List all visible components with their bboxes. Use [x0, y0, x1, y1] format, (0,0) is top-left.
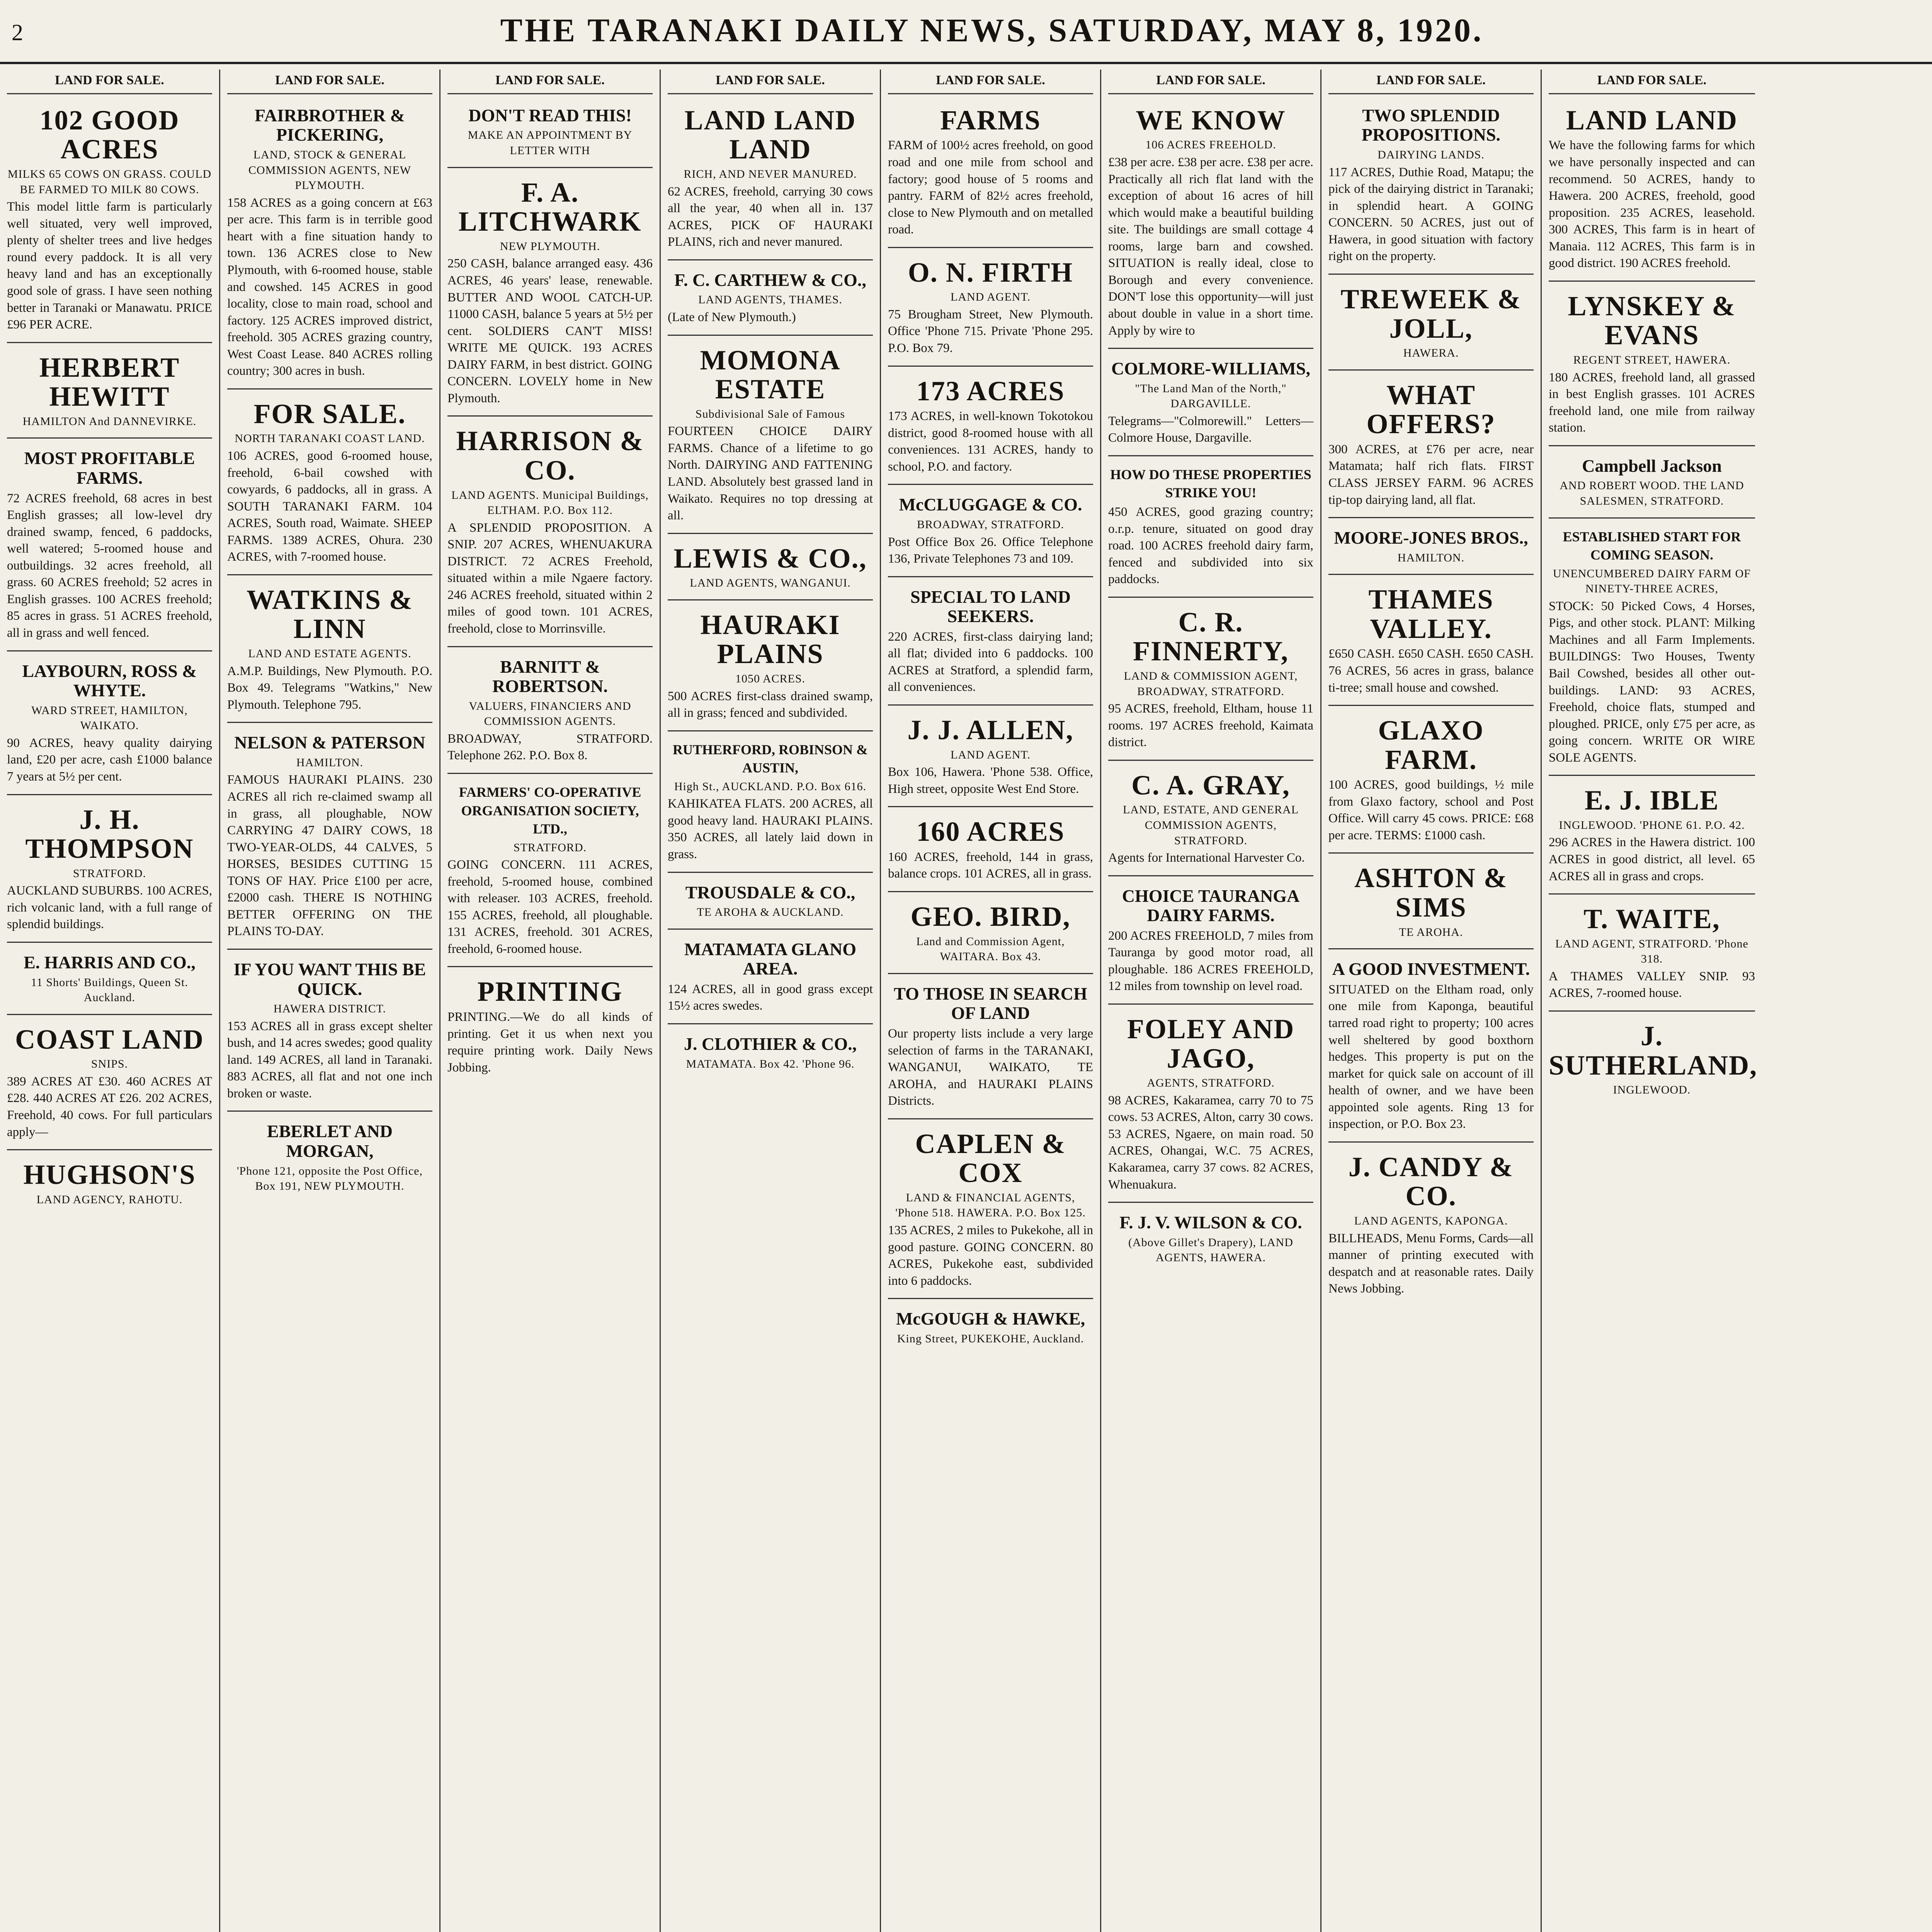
advertisement: [1328, 710, 1534, 854]
masthead: [0, 0, 1932, 64]
ad-subheading: HAMILTON And DANNEVIRKE.: [22, 415, 197, 428]
advertisement: [668, 934, 873, 1024]
advertisement: [888, 1123, 1093, 1299]
ad-body-text: BILLHEADS, Menu Forms, Cards—all manner of printing executed with despatch and at reasonable rates. Daily News Jobbing.: [1328, 1231, 1534, 1296]
advertisement: [447, 651, 653, 774]
ad-heading: C. A. GRAY,: [1131, 769, 1290, 801]
advertisement: [7, 100, 212, 343]
ad-heading: FOLEY AND JAGO,: [1127, 1014, 1295, 1074]
ad-subheading: INGLEWOOD. 'PHONE 61. P.O. 42.: [1559, 818, 1745, 832]
advertisement: [888, 100, 1093, 248]
advertisement: [1549, 898, 1755, 1012]
column-heading: LAND FOR SALE.: [7, 70, 212, 94]
ad-heading: LAYBOURN, ROSS & WHYTE.: [22, 661, 197, 701]
column-3: [440, 70, 661, 1932]
ad-body-text: 389 ACRES AT £30. 460 ACRES AT £28. 440 ACRES AT £26. 202 ACRES, Freehold, 40 cows. For full particulars apply—: [7, 1074, 212, 1139]
ad-heading: T. WAITE,: [1583, 903, 1720, 935]
ad-body-text: 62 ACRES, freehold, carrying 30 cows all the year, 40 when all in. 137 ACRES, PICK OF HAURAKI PLAINS, rich and never manured.: [668, 184, 873, 249]
ad-subheading: 11 Shorts' Buildings, Queen St. Auckland.: [31, 976, 188, 1004]
advertisement: [668, 604, 873, 731]
ad-heading: CHOICE TAURANGA DAIRY FARMS.: [1122, 886, 1300, 925]
ad-body-text: We have the following farms for which we have personally inspected and can recommend. 50 ACRES, handy to Hawera. 200 ACRES, freehold, good proposition. 235 ACRES, leasehold. 300 ACRES, This farm is in heart of Manaia. 112 ACRES, This farm is in good district. 190 ACRES freehold.: [1549, 138, 1755, 270]
ad-body-text: 106 ACRES, good 6-roomed house, freehold, 6-bail cowshed with cowyards, 6 paddocks, all in grass. A SOUTH TARANAKI FARM. 104 ACRES, South road, Waimate. SHEEP FARMS. 1389 ACRES, Ohura. 230 ACRES, with 7-roomed house.: [227, 449, 432, 564]
ad-heading: 160 ACRES: [916, 816, 1065, 847]
ad-subheading: DAIRYING LANDS.: [1378, 148, 1485, 162]
ad-heading: HUGHSON'S: [23, 1159, 196, 1190]
ad-heading: J. SUTHERLAND,: [1549, 1020, 1758, 1081]
ad-subheading: STRATFORD.: [73, 867, 146, 880]
advertisement: [1328, 1146, 1534, 1306]
advertisement: [888, 371, 1093, 485]
ad-subheading: 106 ACRES FREEHOLD.: [1145, 138, 1276, 151]
ad-heading: A GOOD INVESTMENT.: [1332, 959, 1530, 979]
advertisement: [668, 538, 873, 600]
ad-body-text: Post Office Box 26. Office Telephone 136, Private Telephones 73 and 109.: [888, 535, 1093, 566]
ad-heading: RUTHERFORD, ROBINSON & AUSTIN,: [672, 742, 868, 776]
ad-heading: C. R. FINNERTY,: [1133, 606, 1289, 667]
advertisement: [447, 778, 653, 967]
column-4: [661, 70, 881, 1932]
column-2: [220, 70, 440, 1932]
ad-body-text: GOING CONCERN. 111 ACRES, freehold, 5-roomed house, combined with releaser. 103 ACRES, freehold. 155 ACRES, freehold, all ploughable. 131 ACRES, freehold. 301 ACRES, freehold, 6-roomed house.: [447, 858, 653, 956]
advertisement: [7, 347, 212, 439]
ad-heading: LAND LAND LAND: [684, 104, 856, 165]
advertisement: [447, 971, 653, 1085]
ad-subheading: TE AROHA.: [1399, 925, 1463, 939]
ad-heading: F. A. LITCHWARK: [458, 177, 642, 237]
advertisement: [7, 1154, 212, 1216]
ad-body-text: KAHIKATEA FLATS. 200 ACRES, all good heavy land. HAURAKI PLAINS. 350 ACRES, all lately laid down in grass.: [668, 797, 873, 861]
advertisement: [888, 252, 1093, 367]
column-6: [1101, 70, 1321, 1932]
ad-heading: FOR SALE.: [253, 398, 406, 429]
ad-subheading: LAND AGENT.: [950, 291, 1031, 304]
ad-subheading: HAWERA.: [1403, 347, 1459, 360]
ad-heading: TROUSDALE & CO.,: [685, 882, 855, 902]
ad-heading: DON'T READ THIS!: [468, 105, 632, 125]
ad-subheading: Land and Commission Agent, WAITARA. Box 43.: [916, 935, 1065, 963]
advertisement: [1549, 522, 1755, 776]
ad-heading: HOW DO THESE PROPERTIES STRIKE YOU!: [1110, 466, 1311, 501]
ad-body-text: STOCK: 50 Picked Cows, 4 Horses, Pigs, and other stock. PLANT: Milking Machines and all Farm Implements. BUILDINGS: Two Houses, Twenty Bail Cowshed, besides all other out-buildings. LAND: 93 ACRES, Freehold, choice flats, stumped and ploughed. PRICE, only £75 per acre, as going concern. WRITE OR WIRE SOLE AGENTS.: [1549, 599, 1755, 765]
ad-body-text: PRINTING.—We do all kinds of printing. Get it us when next you require printing work. Daily News Jobbing.: [447, 1010, 653, 1075]
ad-body-text: AUCKLAND SUBURBS. 100 ACRES, rich volcanic land, with a full range of splendid buildings.: [7, 884, 212, 932]
ad-body-text: This model little farm is particularly well situated, very well improved, plenty of shelter trees and live hedges round every paddock. It is all very heavy land and has an exceptionally good sole of grass. I have seen nothing better in Taranaki or Manawatu. PRICE £96 PER ACRE.: [7, 200, 212, 332]
ad-subheading: LAND AGENT, STRATFORD. 'Phone 318.: [1555, 937, 1748, 966]
ad-body-text: 173 ACRES, in well-known Tokotokou district, good 8-roomed house with all conveniences. 131 ACRES, handy to school, P.O. and factory.: [888, 409, 1093, 474]
ad-body-text: 124 ACRES, all in good grass except 15½ acres swedes.: [668, 982, 873, 1013]
advertisement: [668, 340, 873, 534]
ad-subheading: Subdivisional Sale of Famous: [695, 407, 845, 420]
ad-heading: MOST PROFITABLE FARMS.: [24, 448, 195, 488]
ad-subheading: High St., AUCKLAND. P.O. Box 616.: [674, 780, 867, 793]
page-number: 2: [12, 20, 23, 45]
advertisement: [1328, 579, 1534, 706]
ad-heading: EBERLET AND MORGAN,: [267, 1121, 393, 1161]
ad-heading: WATKINS & LINN: [247, 584, 413, 645]
ad-subheading: STRATFORD.: [513, 841, 587, 854]
ad-subheading: (Above Gillet's Drapery), LAND AGENTS, HAWERA.: [1128, 1236, 1293, 1264]
ad-body-text: 450 ACRES, good grazing country; o.r.p. tenure, situated on good dray road. 100 ACRES freehold dairy farm, fenced and subdivided into six paddocks.: [1108, 505, 1313, 587]
ad-heading: TREWEEK & JOLL,: [1340, 283, 1522, 344]
newspaper-title: THE TARANAKI DAILY NEWS, SATURDAY, MAY 8, 1920.: [500, 12, 1484, 49]
advertisement: [1328, 374, 1534, 518]
ad-subheading: MATAMATA. Box 42. 'Phone 96.: [686, 1057, 855, 1070]
ad-heading: NELSON & PATERSON: [234, 733, 425, 753]
column-heading: LAND FOR SALE.: [1328, 70, 1534, 94]
ad-subheading: NORTH TARANAKI COAST LAND.: [235, 432, 425, 445]
advertisement: [1108, 765, 1313, 876]
ad-heading: WHAT OFFERS?: [1366, 379, 1496, 440]
advertisement: [888, 978, 1093, 1119]
ad-subheading: INGLEWOOD.: [1613, 1083, 1691, 1097]
advertisement: [1108, 353, 1313, 456]
advertisement: [1108, 880, 1313, 1005]
advertisement: [888, 896, 1093, 974]
advertisement: [1328, 100, 1534, 275]
ad-body-text: Box 106, Hawera. 'Phone 538. Office, High street, opposite West End Store.: [888, 765, 1093, 796]
ad-heading: McGOUGH & HAWKE,: [896, 1309, 1085, 1329]
advertisement: [1108, 100, 1313, 349]
ad-heading: PRINTING: [477, 976, 623, 1007]
advertisement: [1328, 522, 1534, 575]
advertisement: [7, 442, 212, 651]
ad-body-text: A THAMES VALLEY SNIP. 93 ACRES, 7-roomed house.: [1549, 969, 1755, 1000]
ad-heading: Campbell Jackson: [1582, 456, 1722, 476]
advertisement: [1549, 100, 1755, 282]
ad-heading: O. N. FIRTH: [908, 257, 1073, 288]
advertisement: [668, 735, 873, 873]
advertisement: [668, 1028, 873, 1080]
ad-subheading: TE AROHA & AUCKLAND.: [697, 906, 844, 919]
ad-body-text: FARM of 100½ acres freehold, on good road and one mile from school and factory; good house of 5 rooms and pantry. FARM of 82½ acres freehold, close to New Plymouth and on metalled road.: [888, 138, 1093, 237]
advertisement: [1549, 450, 1755, 519]
columns: [0, 70, 1932, 1932]
ad-body-text: SITUATED on the Eltham road, only one mile from Kaponga, beautiful tarred road right to property; 100 acres well sheltered by good boxthorn hedges. This property is put on the market for quick sale on account of ill health of owner, and we have been appointed sole agents. Ring 13 for inspection, or P.O. Box 23.: [1328, 982, 1534, 1131]
ad-heading: GEO. BIRD,: [910, 901, 1071, 932]
advertisement: [888, 489, 1093, 577]
ad-subheading: LAND & COMMISSION AGENT, BROADWAY, STRATFORD.: [1124, 669, 1298, 698]
ad-heading: J. J. ALLEN,: [907, 714, 1074, 746]
ad-subheading: LAND AGENT.: [950, 748, 1031, 761]
ad-heading: F. J. V. WILSON & CO.: [1119, 1213, 1302, 1233]
ad-heading: LAND LAND: [1566, 104, 1738, 136]
ad-body-text: 153 ACRES all in grass except shelter bush, and 14 acres swedes; good quality land. 149 ACRES, all land in Taranaki. 883 ACRES, all flat and not one inch broken or waste.: [227, 1019, 432, 1100]
column-heading: LAND FOR SALE.: [1108, 70, 1313, 94]
column-heading: LAND FOR SALE.: [668, 70, 873, 94]
ad-subheading: 'Phone 121, opposite the Post Office, Box 191, NEW PLYMOUTH.: [237, 1164, 423, 1193]
ad-subheading: LAND AGENTS. Municipal Buildings, ELTHAM. P.O. Box 112.: [451, 488, 649, 517]
ad-body-text: A SPLENDID PROPOSITION. A SNIP. 207 ACRES, WHENUAKURA DISTRICT. 72 ACRES Freehold, situated within a mile Ngaere factory. 246 ACRES freehold, situated within 2 miles of good town. 101 ACRES, freehold, close to Morrinsville.: [447, 520, 653, 636]
ad-heading: J. CLOTHIER & CO.,: [684, 1034, 857, 1054]
advertisement: [7, 947, 212, 1015]
ad-body-text: 95 ACRES, freehold, Eltham, house 11 rooms. 197 ACRES freehold, Kaimata district.: [1108, 702, 1313, 750]
ad-heading: J. H. THOMPSON: [25, 804, 194, 864]
ad-body-text: (Late of New Plymouth.): [668, 310, 796, 325]
ad-heading: LEWIS & CO.,: [673, 543, 867, 574]
column-1: [0, 70, 220, 1932]
advertisement: [227, 1116, 432, 1202]
ad-heading: SPECIAL TO LAND SEEKERS.: [910, 587, 1071, 626]
ad-body-text: FAMOUS HAURAKI PLAINS. 230 ACRES all rich re-claimed swamp all in grass, all ploughable, NOW CARRYING 47 DAIRY COWS, 18 TWO-YEAR-OLDS, 44 CALVES, 5 HORSES, BESIDES CUTTING 15 TONS OF HAY. Price £100 per acre, £2000 cash. THERE IS NOTHING BETTER OFFERING ON THE PLAINS TO-DAY.: [227, 773, 432, 939]
ad-subheading: SNIPS.: [91, 1058, 128, 1071]
ad-body-text: FOURTEEN CHOICE DAIRY FARMS. Chance of a lifetime to go North. DAIRYING AND FATTENING LAND. Absolutely best grassed land in Waikato. Requires no top dressing at all.: [668, 424, 873, 523]
advertisement: [447, 172, 653, 417]
advertisement: [7, 799, 212, 943]
ad-subheading: RICH, AND NEVER MANURED.: [684, 168, 857, 181]
ad-heading: MATAMATA GLANO AREA.: [684, 939, 857, 979]
ad-subheading: BROADWAY, STRATFORD.: [917, 518, 1064, 531]
ad-heading: CAPLEN & COX: [915, 1128, 1066, 1189]
ad-subheading: HAMILTON.: [296, 756, 364, 769]
ad-subheading: King Street, PUKEKOHE, Auckland.: [897, 1332, 1084, 1345]
ad-heading: FARMS: [940, 104, 1041, 136]
ad-body-text: BROADWAY, STRATFORD. Telephone 262. P.O. Box 8.: [447, 731, 653, 763]
advertisement: [227, 727, 432, 950]
advertisement: [1108, 602, 1313, 761]
ad-heading: ASHTON & SIMS: [1354, 862, 1508, 923]
advertisement: [227, 100, 432, 389]
ad-heading: HAURAKI PLAINS: [700, 609, 840, 670]
ad-heading: TWO SPLENDID PROPOSITIONS.: [1361, 105, 1501, 145]
ad-body-text: 250 CASH, balance arranged easy. 436 ACRES, 46 years' lease, renewable. BUTTER AND WOOL CATCH-UP. 11000 CASH, balance 5 years at 5½ per cent. SOLDIERS CAN'T MISS! WRITE ME QUICK. 193 ACRES DAIRY FARM, in best district. GOING CONCERN. LOVELY home in New Plymouth.: [447, 257, 653, 405]
ad-body-text: 158 ACRES as a going concern at £63 per acre. This farm is in terrible good heart with a fine situation handy to town. 136 ACRES close to New Plymouth, with 6-roomed house, stable and cowshed. 145 ACRES in good locality, close to main road, school and factory. 125 ACRES improved district, freehold. 305 ACRES grazing country, West Coast Lease. 840 ACRES rolling country; 300 acres in bush.: [227, 196, 432, 378]
ad-subheading: NEW PLYMOUTH.: [500, 240, 600, 253]
advertisement: [668, 264, 873, 336]
ad-heading: E. HARRIS AND CO.,: [24, 952, 196, 972]
ad-subheading: LAND, ESTATE, AND GENERAL COMMISSION AGENTS, STRATFORD.: [1122, 803, 1299, 847]
ad-subheading: VALUERS, FINANCIERS AND COMMISSION AGENTS.: [469, 699, 631, 728]
ad-heading: F. C. CARTHEW & CO.,: [674, 270, 866, 290]
advertisement: [668, 877, 873, 930]
ad-body-text: 90 ACRES, heavy quality dairying land, £20 per acre, cash £1000 balance 7 years at 5½ per cent.: [7, 736, 212, 784]
ad-body-text: £650 CASH. £650 CASH. £650 CASH. 76 ACRES, 56 acres in grass, balance ti-tree; small house and cowshed.: [1328, 647, 1534, 695]
ad-body-text: Telegrams—"Colmorewill." Letters—Colmore House, Dargaville.: [1108, 414, 1313, 445]
ad-heading: J. CANDY & CO.: [1348, 1151, 1514, 1212]
advertisement: [1549, 780, 1755, 895]
ad-subheading: LAND AGENTS, KAPONGA.: [1354, 1214, 1508, 1227]
advertisement: [227, 954, 432, 1112]
ad-body-text: 100 ACRES, good buildings, ½ mile from Glaxo factory, school and Post Office. Will carry 45 cows. PRICE: £68 per acre. TERMS: £1000 cash.: [1328, 778, 1534, 842]
ad-heading: THAMES VALLEY.: [1368, 584, 1494, 644]
advertisement: [1108, 1009, 1313, 1203]
ad-subheading: LAND AGENTS, WANGANUI.: [690, 577, 851, 590]
ad-body-text: 98 ACRES, Kakaramea, carry 70 to 75 cows. 53 ACRES, Alton, carry 30 cows. 53 ACRES, Ngaere, on main road. 50 ACRES, Ohangai, W.C. 75 ACRES, Kakaramea, carry 37 cows. 82 ACRES, Whenuakura.: [1108, 1093, 1313, 1192]
ad-body-text: 72 ACRES freehold, 68 acres in best English grasses; all low-level dry drained swamp, fenced, 6 paddocks, well watered; 5-roomed house and outbuildings. 32 acres freehold, all grass. 60 ACRES freehold; 52 acres in English grasses. 100 ACRES freehold; 85 acres in grass. 51 ACRES freehold, all in grass and well fenced.: [7, 491, 212, 640]
ad-subheading: UNENCUMBERED DAIRY FARM OF NINETY-THREE ACRES,: [1553, 567, 1751, 595]
advertisement: [888, 581, 1093, 706]
ad-heading: HARRISON & CO.: [456, 425, 644, 486]
ad-heading: TO THOSE IN SEARCH OF LAND: [894, 983, 1087, 1023]
column-7: [1321, 70, 1542, 1932]
column-heading: LAND FOR SALE.: [447, 70, 653, 94]
ad-heading: E. J. IBLE: [1584, 785, 1719, 816]
ad-heading: MOORE-JONES BROS.,: [1334, 528, 1528, 548]
ad-subheading: MAKE AN APPOINTMENT BY LETTER WITH: [468, 129, 633, 157]
ad-body-text: 300 ACRES, at £76 per acre, near Matamata; half rich flats. FIRST CLASS JERSEY FARM. 96 ACRES tip-top dairying land, all flat.: [1328, 442, 1534, 507]
ad-body-text: 135 ACRES, 2 miles to Pukekohe, all in good pasture. GOING CONCERN. 80 ACRES, Pukekohe east, subdivided into 6 paddocks.: [888, 1223, 1093, 1288]
ad-heading: ESTABLISHED START FOR COMING SEASON.: [1563, 529, 1741, 563]
ad-subheading: 1050 ACRES.: [735, 672, 806, 685]
column-heading: LAND FOR SALE.: [1549, 70, 1755, 94]
ad-subheading: AGENTS, STRATFORD.: [1147, 1077, 1275, 1090]
ad-subheading: "The Land Man of the North," DARGAVILLE.: [1135, 382, 1287, 410]
ad-heading: McCLUGGAGE & CO.: [899, 495, 1082, 515]
advertisement: [1549, 286, 1755, 446]
ad-heading: 102 GOOD ACRES: [39, 104, 180, 165]
ad-subheading: HAWERA DISTRICT.: [273, 1002, 386, 1015]
ad-body-text: 200 ACRES FREEHOLD, 7 miles from Tauranga by good motor road, all ploughable. 186 ACRES FREEHOLD, 12 miles from township on level road.: [1108, 929, 1313, 993]
ad-subheading: REGENT STREET, HAWERA.: [1573, 354, 1731, 367]
ad-subheading: LAND AGENTS, THAMES.: [698, 293, 842, 306]
advertisement: [1328, 953, 1534, 1143]
column-heading: LAND FOR SALE.: [227, 70, 432, 94]
ad-body-text: 75 Brougham Street, New Plymouth. Office 'Phone 715. Private 'Phone 295. P.O. Box 79.: [888, 307, 1093, 355]
ad-subheading: LAND AND ESTATE AGENTS.: [248, 647, 412, 660]
advertisement: [668, 100, 873, 260]
ad-heading: WE KNOW: [1136, 104, 1286, 136]
ad-heading: BARNITT & ROBERTSON.: [492, 656, 608, 696]
ad-heading: MOMONA ESTATE: [700, 344, 841, 405]
advertisement: [888, 1303, 1093, 1355]
ad-body-text: Agents for International Harvester Co.: [1108, 851, 1305, 865]
advertisement: [227, 393, 432, 575]
ad-body-text: 220 ACRES, first-class dairying land; all flat; divided into 6 paddocks. 100 ACRES at Stratford, a splendid farm, all conveniences.: [888, 629, 1093, 694]
advertisement: [1549, 1015, 1758, 1106]
ad-body-text: Our property lists include a very large selection of farms in the TARANAKI, WANGANUI, WAIKATO, TE AROHA, and HAURAKI PLAINS Districts.: [888, 1026, 1093, 1108]
ad-subheading: LAND, STOCK & GENERAL COMMISSION AGENTS, NEW PLYMOUTH.: [248, 148, 412, 192]
ad-heading: FAIRBROTHER & PICKERING,: [255, 105, 405, 145]
advertisement: [447, 420, 653, 647]
advertisement: [447, 100, 653, 168]
ad-body-text: £38 per acre. £38 per acre. £38 per acre. Practically all rich flat land with the exception of about 16 acres of hill which would make a beautiful building site. The buildings are small cottage 4 rooms, large barn and cowshed. SITUATION is really ideal, close to Borough and every convenience. DON'T lose this opportunity—will just about double in value in a short time. Apply by wire to: [1108, 155, 1313, 338]
ad-heading: LYNSKEY & EVANS: [1568, 290, 1736, 351]
advertisement: [888, 811, 1093, 892]
ad-body-text: 160 ACRES, freehold, 144 in grass, balance crops. 101 ACRES, all in grass.: [888, 850, 1093, 881]
advertisement: [1108, 460, 1313, 598]
advertisement: [1328, 857, 1534, 949]
advertisement: [1108, 1207, 1313, 1274]
ad-heading: COAST LAND: [15, 1024, 204, 1055]
ad-body-text: 117 ACRES, Duthie Road, Matapu; the pick of the dairying district in Taranaki; in splendid heart. A GOING CONCERN. 50 ACRES, just out of Hawera, in good situation with factory right on the property.: [1328, 165, 1534, 264]
ad-heading: HERBERT HEWITT: [39, 352, 180, 412]
column-heading: LAND FOR SALE.: [888, 70, 1093, 94]
ad-heading: GLAXO FARM.: [1378, 715, 1484, 775]
advertisement: [7, 655, 212, 795]
advertisement: [227, 579, 432, 723]
ad-body-text: 500 ACRES first-class drained swamp, all in grass; fenced and subdivided.: [668, 689, 873, 720]
ad-body-text: 296 ACRES in the Hawera district. 100 ACRES in good district, all level. 65 ACRES all in grass and crops.: [1549, 835, 1755, 883]
ad-heading: 173 ACRES: [916, 375, 1065, 406]
ad-body-text: 180 ACRES, freehold land, all grassed in best English grasses. 101 ACRES freehold land, one mile from railway station.: [1549, 370, 1755, 435]
ad-subheading: WARD STREET, HAMILTON, WAIKATO.: [31, 704, 188, 732]
ad-heading: COLMORE-WILLIAMS,: [1111, 359, 1310, 379]
ad-subheading: LAND & FINANCIAL AGENTS, 'Phone 518. HAWERA. P.O. Box 125.: [895, 1191, 1086, 1219]
ad-subheading: LAND AGENCY, RAHOTU.: [36, 1193, 183, 1206]
ad-heading: FARMERS' CO-OPERATIVE ORGANISATION SOCIETY, LTD.,: [459, 784, 641, 837]
advertisement: [7, 1019, 212, 1150]
column-8: [1542, 70, 1762, 1932]
advertisement: [1328, 279, 1534, 371]
ad-subheading: AND ROBERT WOOD. THE LAND SALESMEN, STRATFORD.: [1560, 479, 1744, 507]
advertisement: [888, 709, 1093, 807]
ad-subheading: HAMILTON.: [1397, 551, 1465, 564]
ad-subheading: MILKS 65 COWS ON GRASS. COULD BE FARMED TO MILK 80 COWS.: [7, 168, 212, 196]
ad-body-text: A.M.P. Buildings, New Plymouth. P.O. Box 49. Telegrams "Watkins," New Plymouth. Telephone 795.: [227, 664, 432, 712]
ad-heading: IF YOU WANT THIS BE QUICK.: [233, 959, 426, 999]
column-5: [881, 70, 1101, 1932]
